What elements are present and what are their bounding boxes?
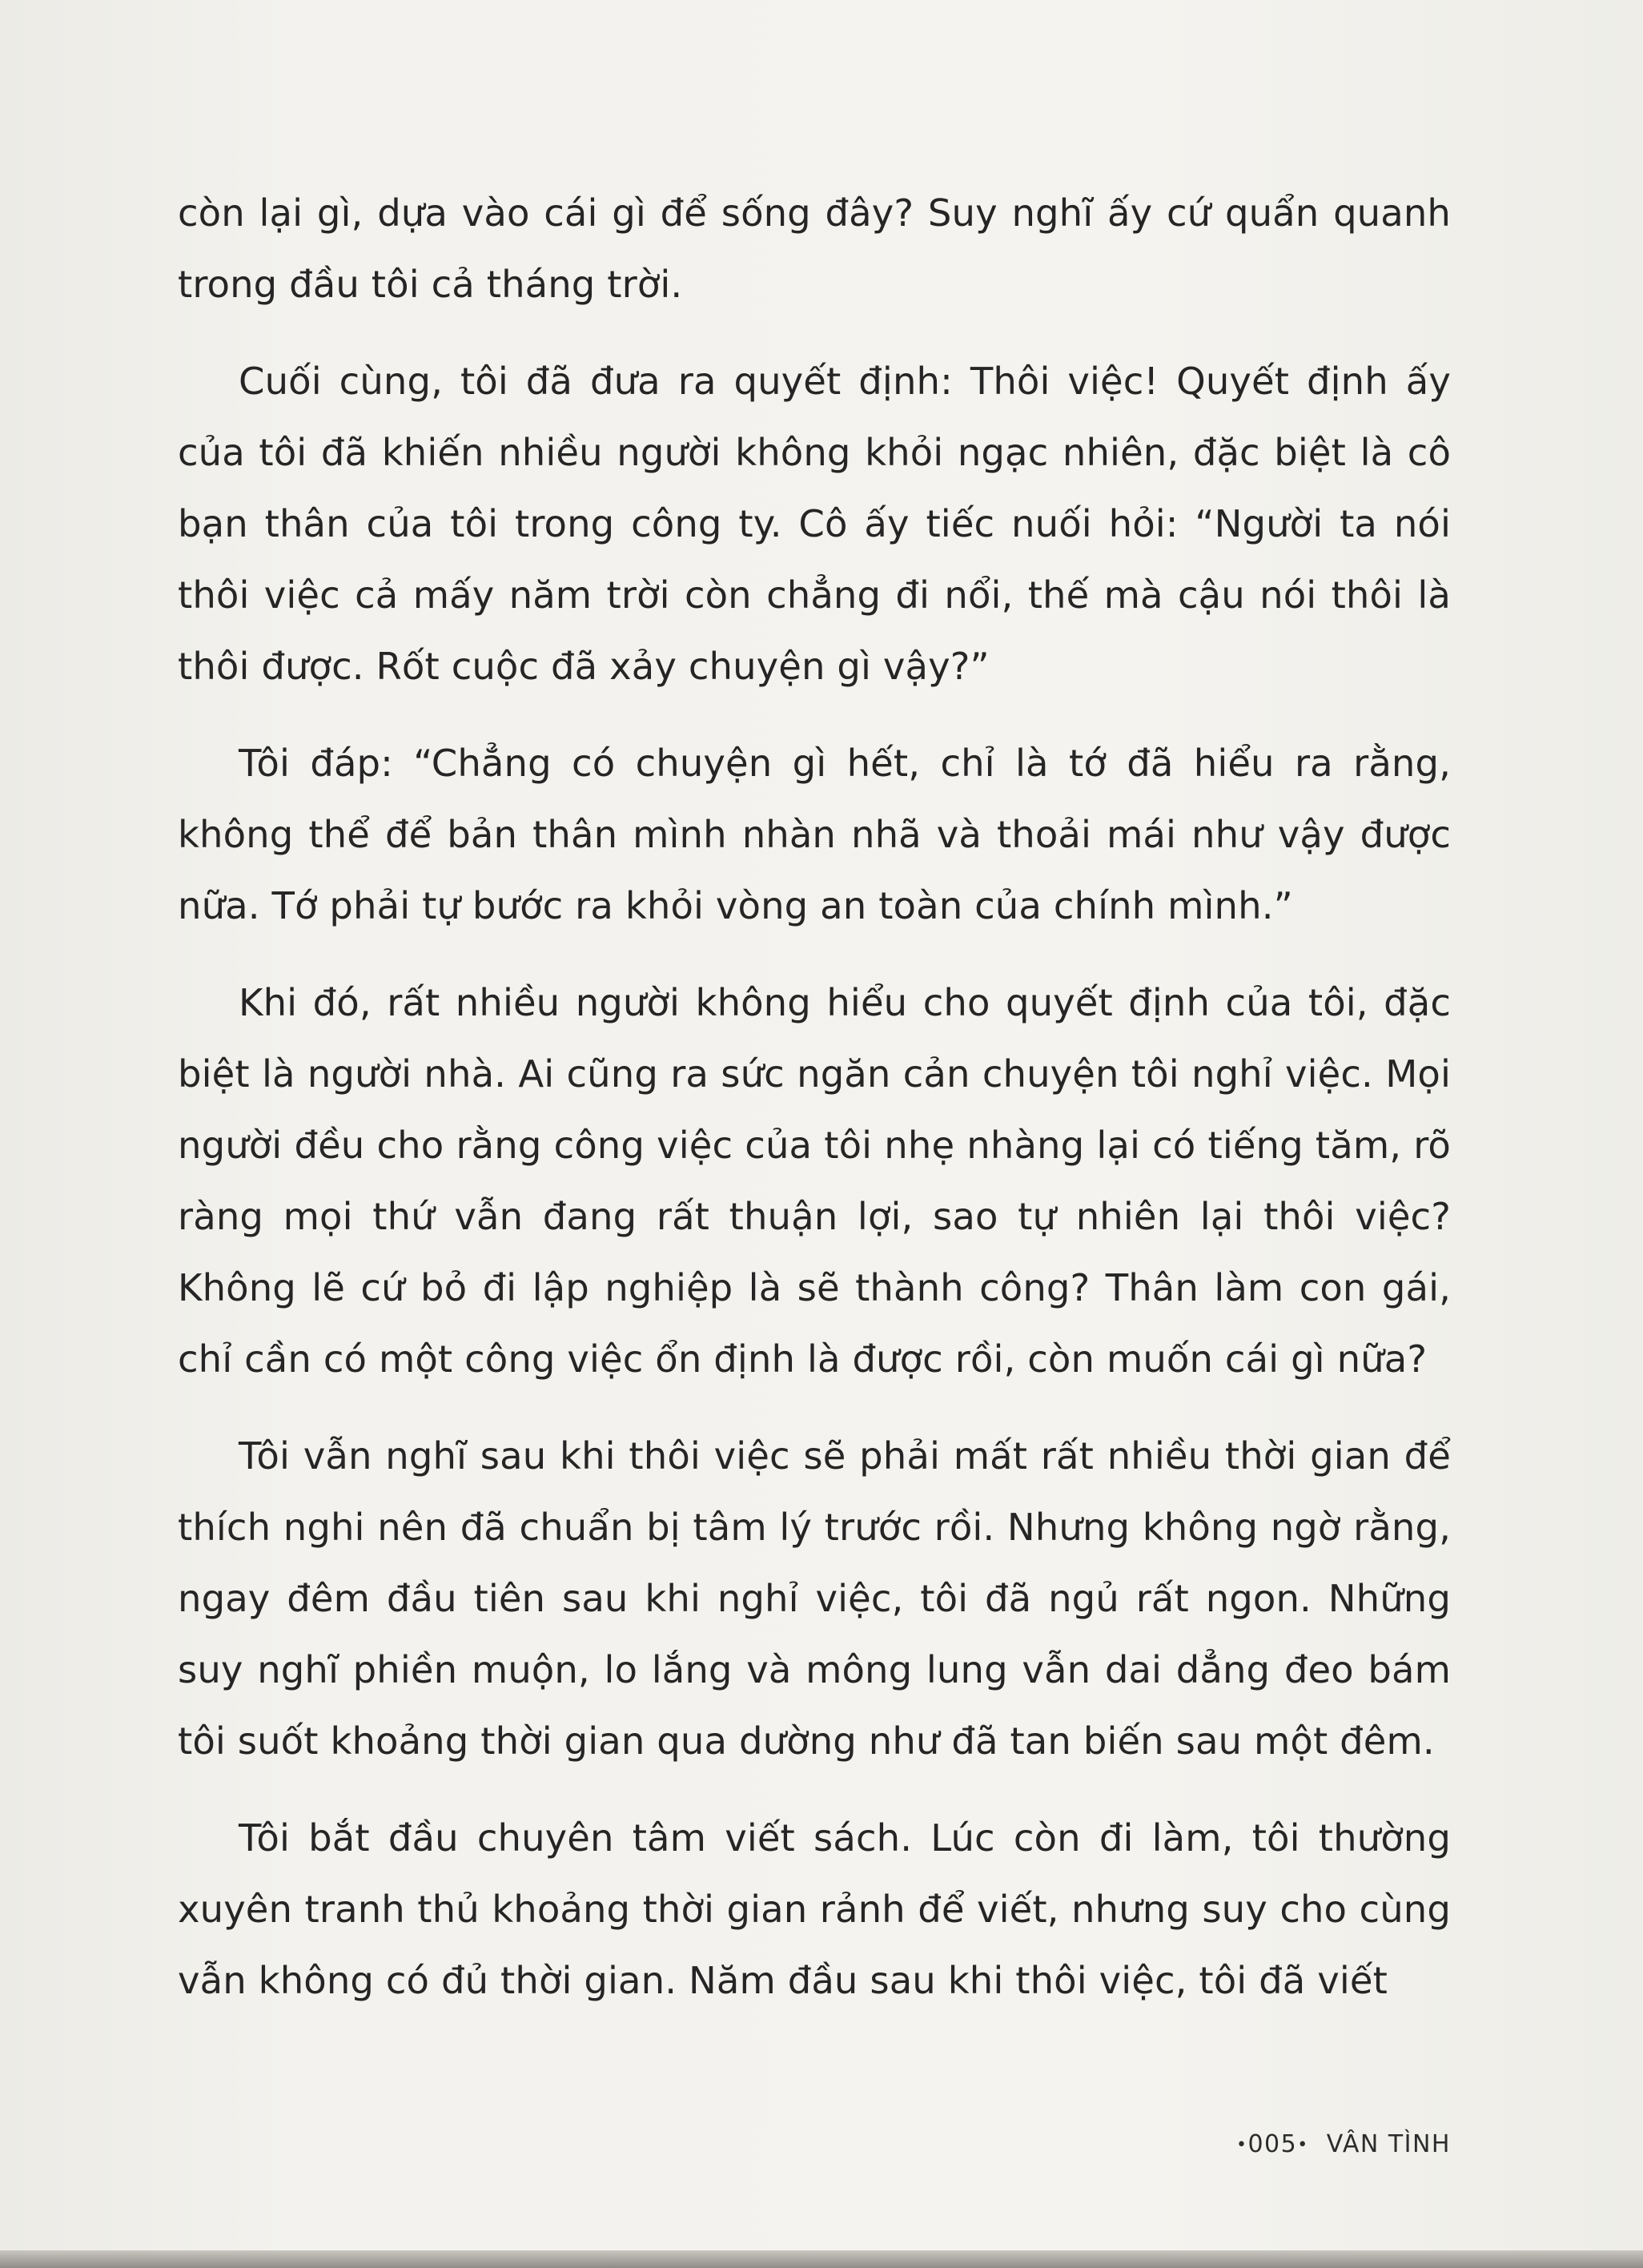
author-name: VÂN TÌNH	[1326, 2130, 1451, 2158]
paragraph-3: Tôi đáp: “Chẳng có chuyện gì hết, chỉ là tớ đã hiểu ra rằng, không thể để bản thân mình nhàn nhã và thoải mái như vậy được nữa. Tớ phải tự bước ra khỏi vòng an toàn của chính mình.”	[178, 742, 1451, 927]
paragraph-5: Tôi vẫn nghĩ sau khi thôi việc sẽ phải mất rất nhiều thời gian để thích nghi nên đã chuẩn bị tâm lý trước rồi. Nhưng không ngờ rằng, ngay đêm đầu tiên sau khi nghỉ việc, tôi đã ngủ rất ngon. Những suy nghĩ phiền muộn, lo lắng và mông lung vẫn dai dẳng đeo bám tôi suốt khoảng thời gian qua dường như đã tan biến sau một đêm.	[178, 1434, 1451, 1763]
paragraph-4: Khi đó, rất nhiều người không hiểu cho quyết định của tôi, đặc biệt là người nhà. Ai cũng ra sức ngăn cản chuyện tôi nghỉ việc. Mọi người đều cho rằng công việc của tôi nhẹ nhàng lại có tiếng tăm, rõ ràng mọi thứ vẫn đang rất thuận lợi, sao tự nhiên lại thôi việc? Không lẽ cứ bỏ đi lập nghiệp là sẽ thành công? Thân làm con gái, chỉ cần có một công việc ổn định là được rồi, còn muốn cái gì nữa?	[178, 981, 1451, 1381]
page-bottom-edge	[0, 2250, 1643, 2268]
paragraph-1: còn lại gì, dựa vào cái gì để sống đây? Suy nghĩ ấy cứ quẩn quanh trong đầu tôi cả tháng trời.	[178, 191, 1451, 306]
bullet-icon: •	[1235, 2135, 1248, 2155]
page-footer	[1236, 2130, 1451, 2158]
paragraph-2: Cuối cùng, tôi đã đưa ra quyết định: Thôi việc! Quyết định ấy của tôi đã khiến nhiều người không khỏi ngạc nhiên, đặc biệt là cô bạn thân của tôi trong công ty. Cô ấy tiếc nuối hỏi: “Người ta nói thôi việc cả mấy năm trời còn chẳng đi nổi, thế mà cậu nói thôi là thôi được. Rốt cuộc đã xảy chuyện gì vậy?”	[178, 360, 1451, 688]
body-text	[178, 178, 1451, 2042]
page-number: 005	[1247, 2130, 1298, 2158]
paragraph-6: Tôi bắt đầu chuyên tâm viết sách. Lúc còn đi làm, tôi thường xuyên tranh thủ khoảng thời gian rảnh để viết, nhưng suy cho cùng vẫn không có đủ thời gian. Năm đầu sau khi thôi việc, tôi đã viết	[178, 1816, 1451, 2002]
bullet-icon: •	[1297, 2135, 1309, 2155]
